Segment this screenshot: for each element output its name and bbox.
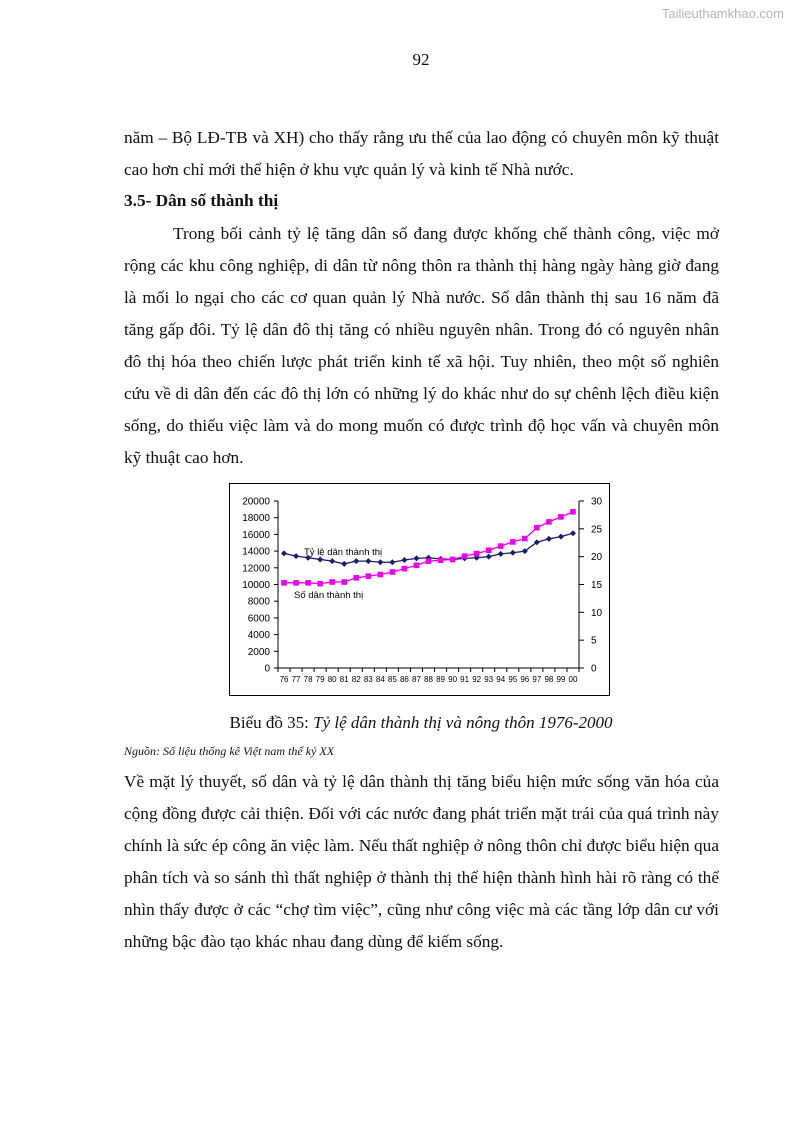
data-point-diamond bbox=[281, 550, 287, 556]
y-left-tick-label: 8000 bbox=[247, 596, 270, 608]
data-point-diamond bbox=[293, 553, 299, 559]
data-point-diamond bbox=[510, 550, 516, 556]
x-tick-label: 83 bbox=[363, 675, 373, 684]
data-point-square bbox=[570, 509, 576, 515]
data-point-diamond bbox=[389, 559, 395, 565]
x-tick-label: 90 bbox=[448, 675, 458, 684]
data-point-diamond bbox=[329, 558, 335, 564]
data-point-square bbox=[486, 547, 492, 553]
series-label-urban-population: Số dân thành thị bbox=[294, 590, 364, 601]
chart-frame bbox=[229, 483, 610, 696]
page-number: 92 bbox=[412, 50, 430, 69]
x-tick-label: 85 bbox=[387, 675, 397, 684]
data-point-diamond bbox=[498, 551, 504, 557]
data-point-square bbox=[317, 581, 323, 587]
y-left-tick-label: 14000 bbox=[242, 546, 270, 558]
y-left-tick-label: 20000 bbox=[242, 496, 270, 508]
paragraph-body: Trong bối cảnh tỷ lệ tăng dân số đang được khống chế thành công, việc mở rộng các khu công nghiệp, di dân từ nông thôn ra thành thị hàng ngày hàng giờ đang là mối lo ngại cho các cơ quan quản lý Nhà nước. Số dân thành thị sau 16 năm đã tăng gấp đôi. Tỷ lệ dân đô thị tăng có nhiều nguyên nhân. Trong đó có nguyên nhân đô thị hóa theo chiến lược phát triển kinh tế xã hội. Tuy nhiên, theo một số nghiên cứu về di dân đến các đô thị lớn có những lý do khác như do sự chênh lệch điều kiện sống, do thiếu việc làm và do mong muốn có được trình độ học vấn và chuyên môn kỹ thuật cao hơn. bbox=[124, 224, 719, 467]
y-left-tick-label: 2000 bbox=[247, 646, 270, 658]
data-point-square bbox=[305, 580, 311, 586]
data-point-diamond bbox=[401, 557, 407, 563]
data-point-square bbox=[414, 562, 420, 568]
x-tick-label: 96 bbox=[520, 675, 530, 684]
y-right-tick-label: 10 bbox=[591, 607, 603, 619]
data-point-diamond bbox=[365, 558, 371, 564]
x-tick-label: 84 bbox=[375, 675, 385, 684]
data-point-diamond bbox=[377, 559, 383, 565]
caption-prefix: Biểu đồ 35: bbox=[229, 713, 309, 732]
data-point-square bbox=[534, 525, 540, 531]
data-point-square bbox=[522, 536, 528, 542]
data-point-square bbox=[498, 543, 504, 549]
watermark: Tailieuthamkhao.com bbox=[661, 6, 784, 21]
y-left-tick-label: 6000 bbox=[247, 613, 270, 625]
section-heading: 3.5- Dân số thành thị bbox=[124, 191, 279, 210]
y-right-tick-label: 20 bbox=[591, 552, 603, 564]
y-right-tick-label: 25 bbox=[591, 524, 603, 536]
series-label-urban-rate: Tỷ lệ dân thành thị bbox=[304, 547, 383, 558]
x-tick-label: 98 bbox=[544, 675, 554, 684]
y-left-tick-label: 10000 bbox=[242, 580, 270, 591]
data-point-square bbox=[462, 553, 468, 559]
x-tick-label: 93 bbox=[484, 675, 494, 684]
data-point-square bbox=[402, 566, 408, 572]
y-left-tick-label: 16000 bbox=[242, 529, 270, 541]
x-tick-label: 92 bbox=[472, 675, 482, 684]
y-right-tick-label: 30 bbox=[591, 496, 603, 508]
figure-source: Nguồn: Số liệu thống kê Việt nam thế kỷ XX bbox=[124, 744, 335, 758]
y-left-tick-label: 4000 bbox=[247, 630, 270, 642]
y-right-tick-label: 15 bbox=[591, 580, 603, 591]
data-point-diamond bbox=[341, 561, 347, 567]
x-tick-label: 76 bbox=[279, 675, 289, 684]
data-point-square bbox=[438, 557, 444, 563]
data-point-square bbox=[510, 539, 516, 545]
x-tick-label: 82 bbox=[351, 675, 361, 684]
data-point-square bbox=[353, 575, 359, 581]
data-point-square bbox=[378, 572, 384, 578]
paragraph-intro: năm – Bộ LĐ-TB và XH) cho thấy rằng ưu thế của lao động có chuyên môn kỹ thuật cao hơn chỉ mới thể hiện ở khu vực quản lý và kinh tế Nhà nước. bbox=[124, 128, 719, 179]
x-tick-label: 91 bbox=[460, 675, 470, 684]
data-point-diamond bbox=[353, 558, 359, 564]
figure-caption bbox=[0, 713, 794, 733]
x-tick-label: 95 bbox=[508, 675, 518, 684]
data-point-square bbox=[450, 557, 456, 563]
data-point-diamond bbox=[570, 530, 576, 536]
x-tick-label: 97 bbox=[532, 675, 542, 684]
x-tick-label: 99 bbox=[556, 675, 566, 684]
y-left-tick-label: 0 bbox=[264, 663, 270, 675]
data-point-square bbox=[558, 514, 564, 520]
data-point-diamond bbox=[558, 534, 564, 540]
y-left-tick-label: 12000 bbox=[242, 563, 270, 575]
data-point-square bbox=[293, 580, 299, 586]
data-point-square bbox=[366, 573, 372, 579]
data-point-square bbox=[390, 569, 396, 575]
data-point-diamond bbox=[546, 536, 552, 542]
y-left-tick-label: 18000 bbox=[242, 513, 270, 525]
y-right-tick-label: 5 bbox=[591, 635, 597, 647]
x-tick-label: 78 bbox=[303, 675, 313, 684]
x-tick-label: 00 bbox=[568, 675, 578, 684]
y-right-tick-label: 0 bbox=[591, 663, 597, 675]
data-point-diamond bbox=[486, 554, 492, 560]
paragraph-conclusion: Về mặt lý thuyết, số dân và tỷ lệ dân thành thị tăng biểu hiện mức sống văn hóa của cộng đồng được cải thiện. Đối với các nước đang phát triển mặt trái của quá trình này chính là sức ép công ăn việc làm. Nếu thất nghiệp ở nông thôn chỉ được biểu hiện qua phân tích và so sánh thì thất nghiệp ở thành thị thể hiện thành hình hài rõ ràng có thể nhìn thấy được ở các “chợ tìm việc”, cũng như công việc mà các tầng lớp dân cư với những bậc đào tạo khác nhau đang dùng để kiếm sống. bbox=[124, 772, 719, 951]
data-point-square bbox=[341, 579, 347, 585]
x-tick-label: 77 bbox=[291, 675, 301, 684]
x-tick-label: 80 bbox=[327, 675, 337, 684]
x-tick-label: 79 bbox=[315, 675, 325, 684]
data-point-square bbox=[329, 579, 335, 585]
data-point-square bbox=[546, 519, 552, 525]
data-point-square bbox=[281, 580, 287, 586]
data-point-square bbox=[426, 558, 432, 564]
x-tick-label: 81 bbox=[339, 675, 349, 684]
x-tick-label: 86 bbox=[399, 675, 409, 684]
x-tick-label: 94 bbox=[496, 675, 506, 684]
caption-title: Tỷ lệ dân thành thị và nông thôn 1976-2000 bbox=[313, 713, 613, 732]
x-tick-label: 87 bbox=[412, 675, 421, 684]
x-tick-label: 88 bbox=[424, 675, 433, 684]
data-point-square bbox=[474, 551, 480, 557]
x-tick-label: 89 bbox=[436, 675, 445, 684]
urban-population-chart bbox=[230, 484, 611, 697]
data-point-diamond bbox=[413, 555, 419, 561]
